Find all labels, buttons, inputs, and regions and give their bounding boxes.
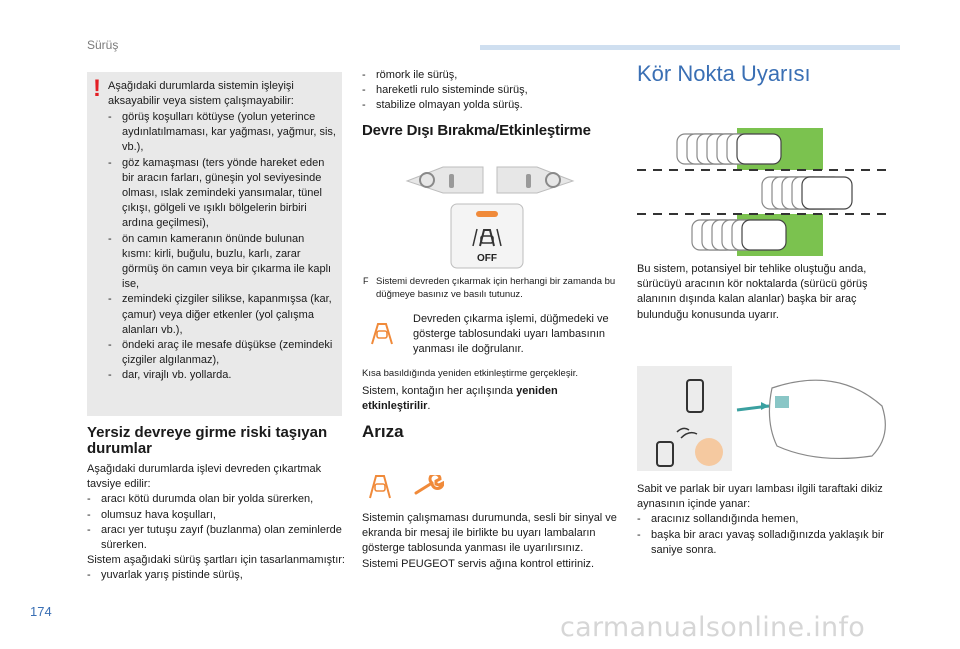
warning-exclamation-icon: !: [93, 75, 101, 102]
ariza-body: [362, 511, 624, 572]
mirror-warning-illustration: [637, 366, 892, 471]
restart-suffix: .: [427, 400, 431, 413]
list-item: - yuvarlak yarış pistinde sürüş,: [87, 568, 352, 583]
car-icon: [802, 177, 852, 209]
section-title-yersiz: Yersiz devreye girme riski taşıyan durumlar: [87, 424, 328, 457]
wrench-icon: [414, 475, 444, 497]
list-item: - ön camın kameranın önünde bulunan kısmı: kirli, buğulu, buzlu, karlı, zarar görmüş ön camın veya bir çıkarma ile kaplı ise,: [108, 232, 336, 293]
list-item: - aracınız sollandığında hemen,: [637, 512, 899, 527]
lane-warning-lamp-icon: [366, 470, 394, 500]
devre-restart: [362, 384, 617, 414]
lane-warning-lamp-icon: [368, 318, 396, 346]
list-item: - başka bir aracı yavaş solladığınızda yaklaşık bir saniye sonra.: [637, 528, 899, 558]
mirror-intro: Sabit ve parlak bir uyarı lambası ilgili taraftaki dikiz aynasının içinde yanar:: [637, 483, 883, 511]
kor-nokta-mirror: [637, 482, 899, 558]
restart-prefix: Sistem, kontağın her açılışında: [362, 385, 517, 397]
blind-spot-diagram: [637, 126, 892, 258]
yersiz-body: [87, 462, 352, 584]
ariza-text: Sistemin çalışmaması durumunda, sesli bir sinyal ve ekranda bir mesaj ile birlikte bu uyarı lambaların gösterge tablosunda yanması ile uyarılırsınız.: [362, 512, 617, 555]
section-header: Sürüş: [87, 38, 119, 52]
middle-list: [362, 68, 612, 114]
devre-check: Devreden çıkarma işlemi, düğmedeki ve gösterge tablosundaki uyarı lambasının yanması ile doğrulanır.: [413, 313, 609, 356]
header-bar: [480, 45, 900, 50]
yersiz-outro: Sistem aşağıdaki sürüş şartları için tasarlanmamıştır:: [87, 554, 345, 567]
list-item: - dar, virajlı vb. yollarda.: [108, 368, 336, 383]
lane-assist-off-button[interactable]: [450, 203, 524, 269]
page-number: 174: [30, 604, 52, 619]
side-mirror-icon: [769, 380, 885, 458]
steering-mirror-illustration: [405, 163, 575, 199]
car-icon: [737, 134, 781, 164]
warning-intro: Aşağıdaki durumlarda sistemin işleyişi aksayabilir veya sistem çalışmayabilir:: [108, 80, 294, 108]
warning-lamp-icon: [476, 211, 498, 217]
car-icon: [742, 220, 786, 250]
off-label: OFF: [477, 253, 497, 264]
warning-lamp-icon: [695, 438, 723, 466]
list-item: - öndeki araç ile mesafe düşükse (zemindeki çizgiler algılanmaz),: [108, 338, 336, 368]
list-item: - olumsuz hava koşulları,: [87, 508, 352, 523]
yersiz-list: [87, 492, 352, 553]
list-item: - aracı kötü durumda olan bir yolda sürerken,: [87, 492, 352, 507]
list-item: - görüş koşulları kötüyse (yolun yeterince aydınlatılmaması, kar yağması, yağmur, sis, vb.),: [108, 110, 336, 156]
watermark: carmanualsonline.info: [560, 612, 866, 643]
kor-nokta-description: Bu sistem, potansiyel bir tehlike oluştuğu anda, sürücüyü aracının kör noktalarda (sürücü görüş alanının dışında kalan alanlar) başka bir araç bulunduğu konusunda uyarır.: [637, 263, 868, 321]
yersiz-intro: Aşağıdaki durumlarda işlevi devreden çıkartmak tavsiye edilir:: [87, 463, 322, 491]
ariza-text-2: Sistemi PEUGEOT servis ağına kontrol ettiriniz.: [362, 557, 595, 570]
section-title-ariza: Arıza: [362, 422, 404, 441]
devre-note: Sistemi devreden çıkarmak için herhangi bir zamanda bu düğmeye basınız ve basılı tutunuz.: [376, 276, 616, 300]
section-title-devre: Devre Dışı Bırakma/Etkinleştirme: [362, 122, 591, 139]
warning-list: [108, 110, 336, 384]
section-title-kor-nokta: Kör Nokta Uyarısı: [637, 61, 811, 86]
devre-short-press: Kısa basıldığında yeniden etkinleştirme gerçekleşir.: [362, 368, 578, 379]
list-item: - hareketli rulo sisteminde sürüş,: [362, 83, 612, 98]
mirror-list: [637, 512, 899, 558]
restart-bold: yeniden etkinleştirilir: [362, 385, 558, 413]
list-item: - aracı yer tutuşu zayıf (buzlanma) olan zeminlerde sürerken.: [87, 523, 352, 553]
list-item: - stabilize olmayan yolda sürüş.: [362, 98, 612, 113]
list-item: - zemindeki çizgiler silikse, kapanmışsa (kar, çamur) veya diğer etkenler (yol çalışma alanları vb.),: [108, 292, 336, 338]
yersiz-list-2: [87, 568, 352, 583]
note-bullet-icon: F: [363, 276, 369, 286]
list-item: - göz kamaşması (ters yönde hareket eden bir aracın farları, güneşin yol seviyesinde olması, ıslak zemindeki yansımalar, tünel çıkışı, gölgeli ve ışıklı bölgelerin birbiri ardına geçilmesi),: [108, 156, 336, 232]
list-item: - römork ile sürüş,: [362, 68, 612, 83]
